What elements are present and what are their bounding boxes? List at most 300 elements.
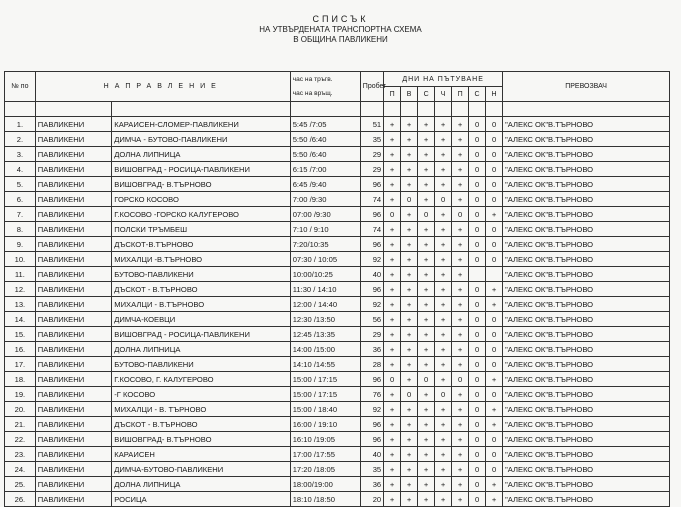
row-day-mark: 0 [469, 177, 486, 192]
row-day-mark: 0 [469, 447, 486, 462]
row-route: ВИШОВГРАД - РОСИЦА-ПАВЛИКЕНИ [112, 327, 290, 342]
row-day-mark: + [401, 282, 418, 297]
row-day-mark: + [452, 312, 469, 327]
row-distance: 92 [360, 297, 383, 312]
row-day-mark: 0 [469, 327, 486, 342]
row-origin: ПАВЛИКЕНИ [35, 162, 111, 177]
row-day-mark: + [384, 417, 401, 432]
row-day-mark: + [418, 297, 435, 312]
row-day-mark: + [418, 432, 435, 447]
row-carrier: "АЛЕКС ОК"В.ТЪРНОВО [503, 132, 670, 147]
header-carrier: ПРЕВОЗВАЧ [503, 72, 670, 102]
table-row [5, 222, 670, 237]
row-day-mark: + [418, 447, 435, 462]
row-origin: ПАВЛИКЕНИ [35, 462, 111, 477]
row-carrier: "АЛЕКС ОК"В.ТЪРНОВО [503, 327, 670, 342]
row-day-mark: 0 [469, 492, 486, 507]
row-day-mark: + [452, 387, 469, 402]
row-times: 15:00 / 17:15 [290, 372, 360, 387]
row-route: МИХАЛЦИ - В.ТЪРНОВО [112, 297, 290, 312]
row-day-mark: + [418, 477, 435, 492]
row-route: Г.КОСОВО -ГОРСКО КАЛУГЕРОВО [112, 207, 290, 222]
header-day-6: С [469, 87, 486, 102]
row-route: ВИШОВГРАД- В.ТЪРНОВО [112, 177, 290, 192]
row-day-mark: + [418, 327, 435, 342]
row-times: 17:00 /17:55 [290, 447, 360, 462]
row-times: 16:10 /19:05 [290, 432, 360, 447]
table-row [5, 462, 670, 477]
row-day-mark: + [401, 312, 418, 327]
row-day-mark: + [384, 432, 401, 447]
table-row [5, 327, 670, 342]
row-day-mark: 0 [469, 462, 486, 477]
row-day-mark: 0 [469, 117, 486, 132]
row-day-mark: + [401, 402, 418, 417]
row-distance: 56 [360, 312, 383, 327]
row-carrier: "АЛЕКС ОК"В.ТЪРНОВО [503, 147, 670, 162]
row-day-mark: + [418, 192, 435, 207]
row-day-mark: + [384, 297, 401, 312]
row-day-mark: 0 [435, 387, 452, 402]
row-distance: 96 [360, 282, 383, 297]
row-day-mark: + [384, 492, 401, 507]
row-day-mark: + [384, 447, 401, 462]
row-day-mark: + [418, 222, 435, 237]
row-day-mark: + [401, 237, 418, 252]
row-carrier: "АЛЕКС ОК"В.ТЪРНОВО [503, 387, 670, 402]
row-day-mark: + [486, 207, 503, 222]
row-times: 18:00/19:00 [290, 477, 360, 492]
row-origin: ПАВЛИКЕНИ [35, 177, 111, 192]
row-distance: 96 [360, 207, 383, 222]
row-number: 21. [5, 417, 36, 432]
row-distance: 20 [360, 492, 383, 507]
row-day-mark: + [435, 177, 452, 192]
row-times: 10:00/10:25 [290, 267, 360, 282]
row-carrier: "АЛЕКС ОК"В.ТЪРНОВО [503, 477, 670, 492]
row-day-mark: 0 [469, 357, 486, 372]
row-times: 7:10 / 9:10 [290, 222, 360, 237]
row-day-mark: + [401, 297, 418, 312]
row-day-mark: + [452, 147, 469, 162]
row-distance: 29 [360, 327, 383, 342]
header-day-2: В [401, 87, 418, 102]
row-day-mark: 0 [486, 252, 503, 267]
row-day-mark: + [435, 162, 452, 177]
row-origin: ПАВЛИКЕНИ [35, 417, 111, 432]
row-times: 6:45 /9:40 [290, 177, 360, 192]
row-times: 7:00 /9:30 [290, 192, 360, 207]
row-day-mark: + [401, 357, 418, 372]
row-number: 25. [5, 477, 36, 492]
row-day-mark: + [435, 432, 452, 447]
row-number: 3. [5, 147, 36, 162]
row-carrier: "АЛЕКС ОК"В.ТЪРНОВО [503, 237, 670, 252]
header-day-4: Ч [435, 87, 452, 102]
header-direction: НАПРАВЛЕНИЕ [35, 72, 290, 102]
row-day-mark: 0 [469, 432, 486, 447]
row-day-mark: + [384, 267, 401, 282]
row-day-mark: + [384, 177, 401, 192]
row-times: 12:45 /13:35 [290, 327, 360, 342]
row-number: 18. [5, 372, 36, 387]
row-day-mark: + [452, 327, 469, 342]
row-day-mark: + [435, 207, 452, 222]
row-day-mark: 0 [469, 387, 486, 402]
row-carrier: "АЛЕКС ОК"В.ТЪРНОВО [503, 417, 670, 432]
row-carrier: "АЛЕКС ОК"В.ТЪРНОВО [503, 207, 670, 222]
row-day-mark: + [452, 417, 469, 432]
table-row [5, 402, 670, 417]
table-row [5, 132, 670, 147]
schedule-table [4, 71, 670, 507]
row-route: ПОЛСКИ ТРЪМБЕШ [112, 222, 290, 237]
row-carrier: "АЛЕКС ОК"В.ТЪРНОВО [503, 267, 670, 282]
row-origin: ПАВЛИКЕНИ [35, 222, 111, 237]
row-day-mark: + [435, 372, 452, 387]
table-row [5, 492, 670, 507]
row-day-mark: + [452, 462, 469, 477]
row-distance: 40 [360, 267, 383, 282]
row-number: 7. [5, 207, 36, 222]
row-times: 07:30 / 10:05 [290, 252, 360, 267]
table-row [5, 447, 670, 462]
row-number: 22. [5, 432, 36, 447]
row-day-mark: + [401, 117, 418, 132]
table-row [5, 267, 670, 282]
row-day-mark: + [452, 357, 469, 372]
row-day-mark: + [486, 402, 503, 417]
header-departure: час на тръгв. [292, 75, 333, 83]
table-row [5, 387, 670, 402]
table-row [5, 417, 670, 432]
row-carrier: "АЛЕКС ОК"В.ТЪРНОВО [503, 432, 670, 447]
row-day-mark: 0 [486, 312, 503, 327]
table-row [5, 177, 670, 192]
row-day-mark: + [418, 492, 435, 507]
row-day-mark: + [384, 192, 401, 207]
table-row [5, 357, 670, 372]
row-carrier: "АЛЕКС ОК"В.ТЪРНОВО [503, 312, 670, 327]
row-day-mark: + [418, 132, 435, 147]
row-origin: ПАВЛИКЕНИ [35, 147, 111, 162]
row-day-mark: 0 [469, 402, 486, 417]
row-day-mark: + [435, 342, 452, 357]
table-row [5, 207, 670, 222]
row-day-mark: + [435, 417, 452, 432]
row-origin: ПАВЛИКЕНИ [35, 477, 111, 492]
row-number: 17. [5, 357, 36, 372]
row-number: 20. [5, 402, 36, 417]
row-distance: 28 [360, 357, 383, 372]
header-day-1: П [384, 87, 401, 102]
row-distance: 96 [360, 432, 383, 447]
row-day-mark: 0 [469, 132, 486, 147]
row-times: 5:50 /6:40 [290, 132, 360, 147]
row-day-mark: 0 [469, 237, 486, 252]
row-day-mark: + [401, 267, 418, 282]
row-day-mark: + [401, 447, 418, 462]
row-origin: ПАВЛИКЕНИ [35, 387, 111, 402]
row-day-mark: + [384, 162, 401, 177]
row-distance: 36 [360, 477, 383, 492]
row-day-mark: 0 [469, 477, 486, 492]
row-day-mark: + [435, 447, 452, 462]
row-day-mark: + [486, 492, 503, 507]
row-origin: ПАВЛИКЕНИ [35, 327, 111, 342]
row-times: 6:15 /7:00 [290, 162, 360, 177]
header-distance: Пробег [360, 72, 383, 102]
row-origin: ПАВЛИКЕНИ [35, 252, 111, 267]
header-day-5: П [452, 87, 469, 102]
row-day-mark: 0 [486, 327, 503, 342]
row-origin: ПАВЛИКЕНИ [35, 492, 111, 507]
row-day-mark: + [452, 402, 469, 417]
heading-municipality: В ОБЩИНА ПАВЛИКЕНИ [293, 35, 388, 44]
row-number: 5. [5, 177, 36, 192]
row-day-mark: 0 [384, 207, 401, 222]
row-times: 16:00 / 19:10 [290, 417, 360, 432]
row-day-mark: + [418, 402, 435, 417]
row-day-mark: + [435, 282, 452, 297]
row-times: 14:10 /14:55 [290, 357, 360, 372]
row-carrier: "АЛЕКС ОК"В.ТЪРНОВО [503, 177, 670, 192]
table-row [5, 147, 670, 162]
row-distance: 76 [360, 387, 383, 402]
row-number: 16. [5, 342, 36, 357]
row-day-mark: 0 [384, 372, 401, 387]
row-day-mark: + [384, 132, 401, 147]
row-origin: ПАВЛИКЕНИ [35, 432, 111, 447]
row-times: 18:10 /18:50 [290, 492, 360, 507]
row-day-mark: 0 [452, 372, 469, 387]
row-route: ВИШОВГРАД - РОСИЦА-ПАВЛИКЕНИ [112, 162, 290, 177]
row-distance: 35 [360, 462, 383, 477]
row-day-mark: + [401, 252, 418, 267]
row-times: 15:00 / 18:40 [290, 402, 360, 417]
row-day-mark: + [384, 252, 401, 267]
row-route: БУТОВО-ПАВЛИКЕНИ [112, 267, 290, 282]
header-num: № по [5, 72, 36, 102]
row-route: -Г КОСОВО [112, 387, 290, 402]
row-day-mark: 0 [486, 222, 503, 237]
row-day-mark: + [384, 462, 401, 477]
row-distance: 40 [360, 447, 383, 462]
table-row [5, 117, 670, 132]
row-day-mark: + [452, 432, 469, 447]
row-day-mark: + [452, 477, 469, 492]
row-route: МИХАЛЦИ -В.ТЪРНОВО [112, 252, 290, 267]
header-day-3: С [418, 87, 435, 102]
row-distance: 51 [360, 117, 383, 132]
table-row [5, 312, 670, 327]
row-distance: 29 [360, 162, 383, 177]
row-day-mark: 0 [486, 147, 503, 162]
row-distance: 74 [360, 222, 383, 237]
row-day-mark: + [384, 117, 401, 132]
row-day-mark: + [435, 267, 452, 282]
row-day-mark: 0 [469, 222, 486, 237]
row-distance: 36 [360, 342, 383, 357]
row-day-mark: + [486, 417, 503, 432]
row-number: 14. [5, 312, 36, 327]
row-distance: 29 [360, 147, 383, 162]
row-day-mark: + [435, 147, 452, 162]
row-times: 5:50 /6:40 [290, 147, 360, 162]
table-row [5, 342, 670, 357]
row-number: 1. [5, 117, 36, 132]
row-day-mark: 0 [435, 192, 452, 207]
row-day-mark: 0 [469, 297, 486, 312]
row-day-mark: + [418, 177, 435, 192]
row-day-mark: + [452, 267, 469, 282]
table-row [5, 237, 670, 252]
row-times: 11:30 / 14:10 [290, 282, 360, 297]
row-day-mark: + [401, 207, 418, 222]
row-times: 12:00 / 14:40 [290, 297, 360, 312]
row-carrier: "АЛЕКС ОК"В.ТЪРНОВО [503, 372, 670, 387]
row-day-mark: + [435, 462, 452, 477]
row-distance: 92 [360, 402, 383, 417]
row-day-mark: + [384, 237, 401, 252]
row-day-mark: + [435, 252, 452, 267]
row-origin: ПАВЛИКЕНИ [35, 372, 111, 387]
row-number: 13. [5, 297, 36, 312]
row-day-mark: 0 [469, 372, 486, 387]
row-origin: ПАВЛИКЕНИ [35, 402, 111, 417]
row-day-mark: 0 [418, 207, 435, 222]
document-heading [0, 14, 681, 45]
row-number: 26. [5, 492, 36, 507]
row-day-mark: + [401, 432, 418, 447]
row-day-mark: + [418, 342, 435, 357]
row-number: 4. [5, 162, 36, 177]
row-day-mark: 0 [486, 387, 503, 402]
row-day-mark: + [435, 222, 452, 237]
row-route: РОСИЦА [112, 492, 290, 507]
row-day-mark: + [452, 117, 469, 132]
row-origin: ПАВЛИКЕНИ [35, 237, 111, 252]
row-number: 8. [5, 222, 36, 237]
row-times: 7:20/10:35 [290, 237, 360, 252]
row-day-mark: + [401, 147, 418, 162]
table-row [5, 297, 670, 312]
row-carrier: "АЛЕКС ОК"В.ТЪРНОВО [503, 492, 670, 507]
row-day-mark: + [418, 162, 435, 177]
row-origin: ПАВЛИКЕНИ [35, 132, 111, 147]
row-day-mark: + [384, 477, 401, 492]
row-route: ДОЛНА ЛИПНИЦА [112, 147, 290, 162]
row-day-mark: 0 [469, 162, 486, 177]
row-route: ДИМЧА-КОЕВЦИ [112, 312, 290, 327]
row-origin: ПАВЛИКЕНИ [35, 447, 111, 462]
row-distance: 35 [360, 132, 383, 147]
row-day-mark: + [401, 222, 418, 237]
row-day-mark: + [452, 342, 469, 357]
row-times: 17:20 /18:05 [290, 462, 360, 477]
row-route: ДЪСКОТ - В.ТЪРНОВО [112, 417, 290, 432]
row-day-mark: 0 [486, 162, 503, 177]
row-day-mark: + [384, 312, 401, 327]
row-route: Г.КОСОВО, Г. КАЛУГЕРОВО [112, 372, 290, 387]
row-day-mark: + [435, 357, 452, 372]
row-day-mark: + [452, 132, 469, 147]
table-row [5, 252, 670, 267]
row-day-mark: + [435, 492, 452, 507]
row-day-mark: + [452, 282, 469, 297]
row-origin: ПАВЛИКЕНИ [35, 297, 111, 312]
row-number: 24. [5, 462, 36, 477]
row-day-mark: + [418, 312, 435, 327]
row-distance: 96 [360, 237, 383, 252]
row-day-mark: + [486, 297, 503, 312]
row-day-mark: 0 [469, 312, 486, 327]
row-day-mark: 0 [469, 417, 486, 432]
header-days: ДНИ НА ПЪТУВАНЕ [384, 72, 503, 87]
row-number: 6. [5, 192, 36, 207]
row-route: ДЪСКОТ-В.ТЪРНОВО [112, 237, 290, 252]
row-day-mark: + [435, 477, 452, 492]
row-day-mark: + [486, 477, 503, 492]
row-times: 12:30 /13:50 [290, 312, 360, 327]
row-day-mark: + [401, 477, 418, 492]
row-day-mark: + [384, 147, 401, 162]
row-origin: ПАВЛИКЕНИ [35, 312, 111, 327]
row-number: 23. [5, 447, 36, 462]
row-origin: ПАВЛИКЕНИ [35, 357, 111, 372]
row-day-mark: + [401, 372, 418, 387]
row-day-mark: + [384, 402, 401, 417]
row-origin: ПАВЛИКЕНИ [35, 207, 111, 222]
row-origin: ПАВЛИКЕНИ [35, 282, 111, 297]
row-day-mark: 0 [486, 192, 503, 207]
row-route: ДИМЧА-БУТОВО-ПАВЛИКЕНИ [112, 462, 290, 477]
row-carrier: "АЛЕКС ОК"В.ТЪРНОВО [503, 297, 670, 312]
table-row [5, 192, 670, 207]
row-day-mark: + [401, 162, 418, 177]
heading-title: СПИСЪК [312, 14, 369, 24]
row-day-mark: + [435, 312, 452, 327]
row-route: ВИШОВГРАД- В.ТЪРНОВО [112, 432, 290, 447]
row-day-mark: + [435, 297, 452, 312]
row-carrier: "АЛЕКС ОК"В.ТЪРНОВО [503, 462, 670, 477]
row-day-mark: + [418, 417, 435, 432]
row-day-mark: + [452, 192, 469, 207]
row-carrier: "АЛЕКС ОК"В.ТЪРНОВО [503, 357, 670, 372]
row-day-mark: 0 [486, 132, 503, 147]
row-route: МИХАЛЦИ - В. ТЪРНОВО [112, 402, 290, 417]
row-day-mark: 0 [486, 432, 503, 447]
table-row [5, 477, 670, 492]
row-day-mark: + [452, 237, 469, 252]
row-route: БУТОВО-ПАВЛИКЕНИ [112, 357, 290, 372]
row-origin: ПАВЛИКЕНИ [35, 267, 111, 282]
row-route: ДОЛНА ЛИПНИЦА [112, 342, 290, 357]
row-day-mark: + [452, 222, 469, 237]
row-day-mark: + [401, 417, 418, 432]
row-day-mark: + [401, 327, 418, 342]
row-route: ДИМЧА - БУТОВО-ПАВЛИКЕНИ [112, 132, 290, 147]
row-carrier: "АЛЕКС ОК"В.ТЪРНОВО [503, 117, 670, 132]
row-distance: 96 [360, 417, 383, 432]
row-day-mark: 0 [401, 192, 418, 207]
row-distance: 74 [360, 192, 383, 207]
row-day-mark: + [435, 117, 452, 132]
row-day-mark: 0 [469, 147, 486, 162]
row-day-mark: + [418, 357, 435, 372]
header-day-7: Н [486, 87, 503, 102]
row-times: 5:45 /7:05 [290, 117, 360, 132]
